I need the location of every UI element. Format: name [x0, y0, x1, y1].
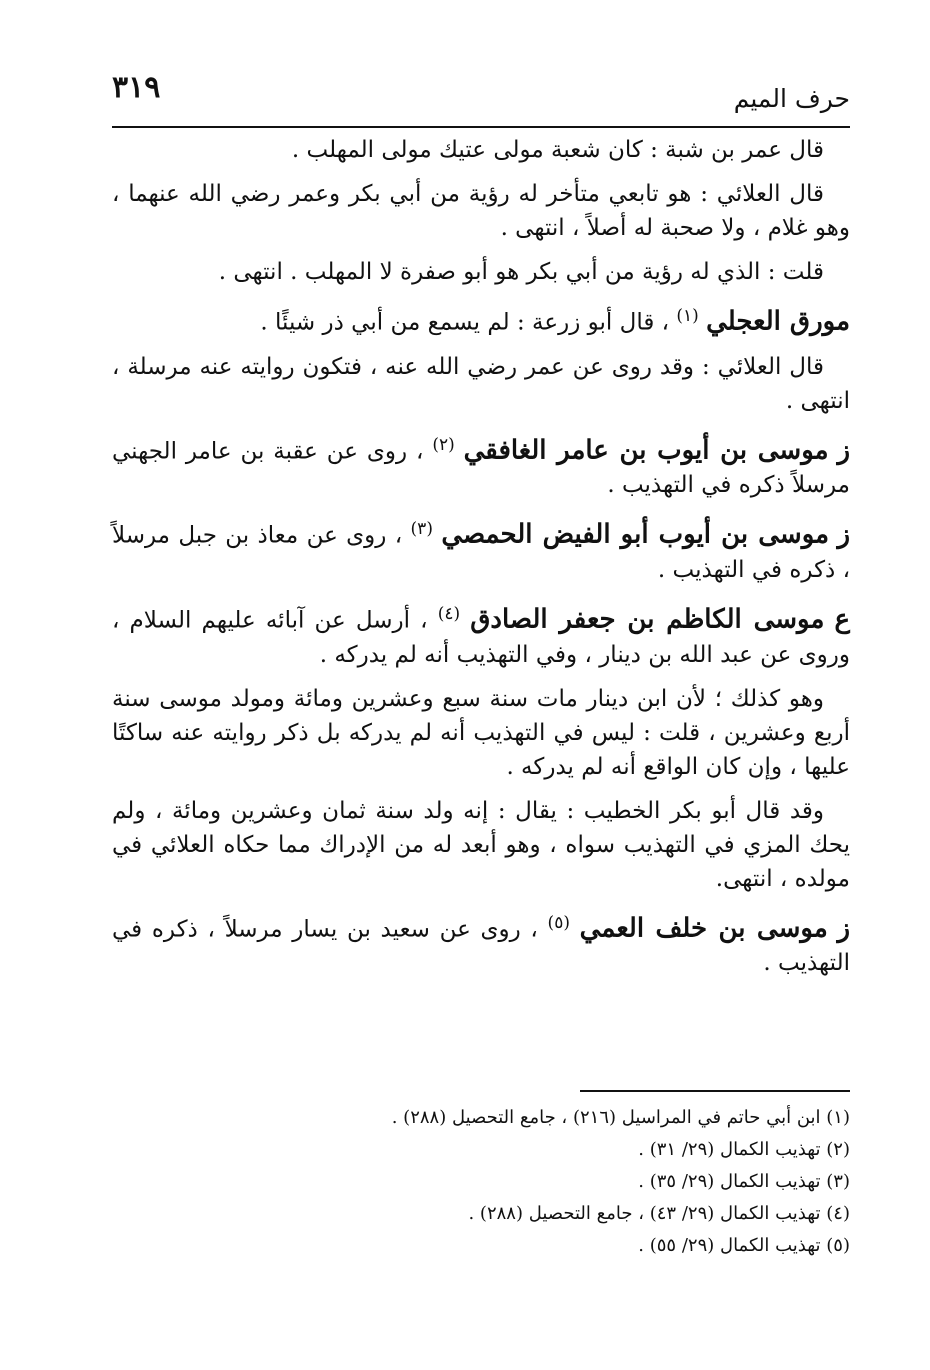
entry-name: موسى بن أيوب أبو الفيض الحمصي: [441, 519, 830, 550]
page-number: ٣١٩: [112, 70, 161, 105]
footnote-ref: (٣): [410, 519, 433, 540]
entry-musa-kazim: [112, 597, 850, 672]
entry-musa-himsi: [112, 512, 850, 587]
entry-text: ، روى عن عقبة بن عامر الجهني مرسلاً ذكره في التهذيب .: [112, 438, 850, 499]
footnote-rule: [580, 1090, 850, 1092]
footnote-ref: (٥): [547, 912, 570, 933]
entry-musa-ammi: [112, 906, 850, 981]
header-rule: [112, 126, 850, 128]
entry-text: ، روى عن سعيد بن يسار مرسلاً ، ذكره في التهذيب .: [112, 916, 850, 977]
entry-text: ، قال أبو زرعة : لم يسمع من أبي ذر شيئًا .: [260, 309, 670, 336]
footnote-ref: (٤): [437, 603, 461, 624]
entry-text: ، أرسل عن آبائه عليهم السلام ، وروى عن عبد الله بن دينار ، وفي التهذيب أنه لم يدركه .: [112, 607, 850, 668]
entry-marker: ز: [837, 519, 850, 550]
entry-musa-ghafiqi: [112, 428, 850, 503]
entry-name: موسى بن أيوب بن عامر الغافقي: [463, 435, 829, 466]
footnote: (٢) تهذيب الكمال (٢٩/ ٣١) .: [638, 1139, 850, 1160]
running-head: حرف الميم: [733, 84, 850, 113]
paragraph: وهو كذلك ؛ لأن ابن دينار مات سنة سبع وعشرين ومائة ومولد موسى سنة أربع وعشرين ، قلت : ليس في التهذيب أنه لم يدركه بل ذكر روايته عنه ساكتًا عليها ، وإن كان الواقع أنه لم يدركه .: [112, 685, 850, 780]
entry-name: موسى الكاظم بن جعفر الصادق: [470, 604, 825, 635]
entry-name: مورق العجلي: [706, 306, 850, 337]
entry-marker: ع: [834, 604, 851, 635]
main-text: [112, 133, 850, 990]
footnotes: [112, 1102, 850, 1262]
paragraph: قلت : الذي له رؤية من أبي بكر هو أبو صفرة لا المهلب . انتهى .: [218, 259, 824, 285]
entry-name: موسى بن خلف العمي: [579, 913, 828, 944]
entry-text: ، روى عن معاذ بن جبل مرسلاً ، ذكره في التهذيب .: [112, 522, 850, 583]
footnote: (٥) تهذيب الكمال (٢٩/ ٥٥) .: [638, 1235, 850, 1256]
paragraph: قال العلائي : هو تابعي متأخر له رؤية من أبي بكر وعمر رضي الله عنهما ، وهو غلام ، ولا صحبة له أصلاً ، انتهى .: [112, 181, 850, 241]
footnote: (١) ابن أبي حاتم في المراسيل (٢١٦) ، جامع التحصيل (٢٨٨) .: [391, 1107, 850, 1128]
entry-marker: ز: [837, 435, 851, 466]
footnote-ref: (٢): [432, 434, 455, 455]
paragraph: وقد قال أبو بكر الخطيب : يقال : إنه ولد سنة ثمان وعشرين ومائة ، ولم يحك المزي في التهذيب سواه ، وهو أبعد له من الإدراك مما حكاه العلائي في مولده ، انتهى.: [112, 797, 850, 892]
entry-marker: ز: [837, 913, 851, 944]
entry-mawriq: [112, 299, 850, 340]
paragraph: قال عمر بن شبة : كان شعبة مولى عتيك مولى المهلب .: [291, 137, 824, 163]
footnote: (٣) تهذيب الكمال (٢٩/ ٣٥) .: [638, 1171, 850, 1192]
footnote: (٤) تهذيب الكمال (٢٩/ ٤٣) ، جامع التحصيل (٢٨٨) .: [468, 1203, 850, 1224]
page-header: [112, 58, 850, 124]
footnote-ref: (١): [676, 306, 699, 326]
paragraph: قال العلائي : وقد روى عن عمر رضي الله عنه ، فتكون روايته عنه مرسلة ، انتهى .: [112, 353, 850, 414]
